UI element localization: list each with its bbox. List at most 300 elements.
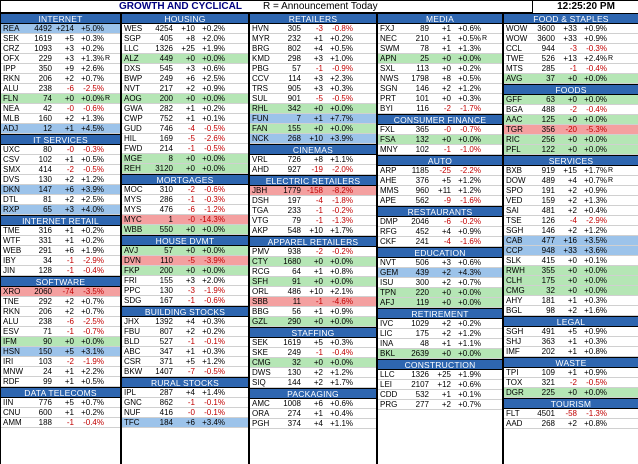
ticker-row[interactable] bbox=[378, 288, 502, 298]
ticker-row[interactable] bbox=[250, 399, 376, 409]
ticker-row[interactable] bbox=[250, 368, 376, 378]
ticker-row[interactable] bbox=[250, 307, 376, 317]
ticker-row[interactable] bbox=[1, 155, 120, 165]
ticker-percent: -2.5% bbox=[83, 317, 104, 326]
sector-header[interactable]: MEDIA bbox=[378, 13, 502, 24]
ticker-row[interactable] bbox=[122, 54, 248, 64]
sector-header[interactable]: EDUCATION bbox=[378, 247, 502, 258]
ticker-symbol: AOG bbox=[124, 94, 142, 103]
ticker-symbol: REH bbox=[124, 164, 141, 173]
ticker-price: 960 bbox=[415, 186, 429, 195]
sector-header[interactable]: MORTGAGES bbox=[122, 174, 248, 185]
sector-header[interactable]: CINEMAS bbox=[250, 144, 376, 155]
ticker-price: 4254 bbox=[155, 24, 173, 33]
ticker-row[interactable] bbox=[504, 74, 638, 84]
ticker-row[interactable] bbox=[1, 44, 120, 54]
ticker-row[interactable] bbox=[250, 267, 376, 277]
ticker-row[interactable] bbox=[250, 196, 376, 206]
ticker-percent: +0.1% bbox=[584, 256, 607, 265]
ticker-change: -19 bbox=[311, 165, 323, 174]
ticker-row[interactable] bbox=[1, 337, 120, 347]
ticker-row[interactable] bbox=[378, 227, 502, 237]
ticker-price: 249 bbox=[287, 348, 301, 357]
sector-header[interactable]: SERVICES bbox=[504, 155, 638, 166]
ticker-row[interactable] bbox=[122, 418, 248, 428]
ticker-row[interactable] bbox=[1, 54, 120, 64]
ticker-symbol: IIN bbox=[3, 398, 14, 407]
ticker-percent: +3.9% bbox=[330, 134, 353, 143]
sector-header[interactable]: HOUSING bbox=[122, 13, 248, 24]
ticker-row[interactable] bbox=[378, 24, 502, 34]
ticker-price: 101 bbox=[415, 94, 429, 103]
ticker-change: +0 bbox=[567, 135, 577, 144]
ticker-row[interactable] bbox=[504, 206, 638, 216]
ticker-row[interactable] bbox=[1, 236, 120, 246]
ticker-row[interactable] bbox=[1, 357, 120, 367]
sector-header[interactable]: BUILDING STOCKS bbox=[122, 306, 248, 317]
ticker-row[interactable] bbox=[504, 409, 638, 419]
ticker-row[interactable] bbox=[378, 298, 502, 308]
ticker-percent: +0.6% bbox=[330, 399, 353, 408]
ticker-row[interactable] bbox=[250, 54, 376, 64]
ticker-row[interactable] bbox=[378, 258, 502, 268]
ticker-change: +0 bbox=[441, 288, 451, 297]
sector-header[interactable]: INTERNET bbox=[1, 13, 120, 24]
ticker-symbol: FXL bbox=[380, 125, 395, 134]
sector-header[interactable]: PACKAGING bbox=[250, 388, 376, 399]
ticker-change: -6 bbox=[187, 205, 195, 214]
ticker-row[interactable] bbox=[250, 378, 376, 388]
ticker-row[interactable] bbox=[250, 186, 376, 196]
announcement-flag: R bbox=[482, 35, 488, 42]
ticker-row[interactable] bbox=[1, 408, 120, 418]
ticker-price: 291 bbox=[38, 246, 52, 255]
ticker-price: 526 bbox=[541, 54, 555, 63]
ticker-percent: +1.6% bbox=[584, 306, 607, 315]
sector-header[interactable]: CONSUMER FINANCE bbox=[378, 114, 502, 125]
ticker-row[interactable] bbox=[250, 247, 376, 257]
sector-staffing bbox=[250, 327, 376, 388]
ticker-row[interactable] bbox=[378, 64, 502, 74]
ticker-change: +1 bbox=[313, 307, 323, 316]
ticker-row[interactable] bbox=[122, 246, 248, 256]
ticker-row[interactable] bbox=[504, 276, 638, 286]
ticker-row[interactable] bbox=[1, 256, 120, 266]
ticker-row[interactable] bbox=[250, 206, 376, 216]
ticker-price: 477 bbox=[541, 236, 555, 245]
ticker-row[interactable] bbox=[378, 217, 502, 227]
ticker-row[interactable] bbox=[1, 124, 120, 134]
ticker-row[interactable] bbox=[250, 124, 376, 134]
sector-header[interactable]: RETAILERS bbox=[250, 13, 376, 24]
ticker-row[interactable] bbox=[122, 256, 248, 266]
ticker-percent: -0.7% bbox=[83, 327, 104, 336]
ticker-row[interactable] bbox=[1, 347, 120, 357]
ticker-percent: +0.2% bbox=[202, 327, 225, 336]
ticker-percent: +0.0% bbox=[330, 358, 353, 367]
sector-header[interactable]: LEGAL bbox=[504, 316, 638, 327]
ticker-row[interactable] bbox=[1, 398, 120, 408]
ticker-row[interactable] bbox=[1, 266, 120, 276]
ticker-row[interactable] bbox=[1, 64, 120, 74]
ticker-symbol: GWA bbox=[124, 104, 143, 113]
ticker-row[interactable] bbox=[378, 329, 502, 339]
ticker-row[interactable] bbox=[378, 278, 502, 288]
ticker-row[interactable] bbox=[122, 398, 248, 408]
ticker-row[interactable] bbox=[1, 34, 120, 44]
ticker-row[interactable] bbox=[1, 205, 120, 215]
ticker-percent: +7.7% bbox=[330, 114, 353, 123]
ticker-row[interactable] bbox=[122, 134, 248, 144]
ticker-row[interactable] bbox=[378, 104, 502, 114]
ticker-row[interactable] bbox=[378, 74, 502, 84]
ticker-row[interactable] bbox=[504, 34, 638, 44]
ticker-percent: +0.0% bbox=[202, 266, 225, 275]
ticker-price: 184 bbox=[159, 418, 173, 427]
ticker-row[interactable] bbox=[1, 226, 120, 236]
ticker-percent: +0.9% bbox=[584, 34, 607, 43]
sector-header[interactable]: INTERNET RETAIL bbox=[1, 215, 120, 226]
sector-header[interactable]: SOFTWARE bbox=[1, 276, 120, 287]
ticker-change: +2 bbox=[64, 297, 74, 306]
ticker-row[interactable] bbox=[378, 339, 502, 349]
ticker-symbol: IPL bbox=[124, 388, 137, 397]
ticker-percent: +0.9% bbox=[202, 84, 225, 93]
ticker-row[interactable] bbox=[504, 196, 638, 206]
sector-header[interactable]: WASTE bbox=[504, 357, 638, 368]
ticker-row[interactable] bbox=[122, 225, 248, 235]
ticker-price: 1008 bbox=[283, 399, 301, 408]
ticker-symbol: BGA bbox=[506, 105, 523, 114]
ticker-row[interactable] bbox=[378, 125, 502, 135]
ticker-change: +0 bbox=[185, 246, 195, 255]
ticker-row[interactable] bbox=[378, 54, 502, 64]
sector-header[interactable]: AUTO bbox=[378, 155, 502, 166]
ticker-row[interactable] bbox=[1, 367, 120, 377]
ticker-row[interactable] bbox=[504, 125, 638, 135]
sector-header[interactable]: ELECTRIC RETAILERS bbox=[250, 175, 376, 186]
ticker-row[interactable] bbox=[378, 166, 502, 176]
ticker-symbol: RWH bbox=[506, 266, 525, 275]
ticker-row[interactable] bbox=[122, 64, 248, 74]
ticker-row[interactable] bbox=[122, 195, 248, 205]
ticker-row[interactable] bbox=[250, 216, 376, 226]
ticker-row[interactable] bbox=[378, 237, 502, 247]
ticker-symbol: CLH bbox=[506, 276, 523, 285]
ticker-row[interactable] bbox=[122, 114, 248, 124]
sector-header[interactable]: APPAREL RETAILERS bbox=[250, 236, 376, 247]
ticker-row[interactable] bbox=[1, 74, 120, 84]
ticker-row[interactable] bbox=[504, 226, 638, 236]
ticker-change: +2 bbox=[441, 268, 451, 277]
ticker-row[interactable] bbox=[378, 34, 502, 44]
ticker-row[interactable] bbox=[378, 176, 502, 186]
ticker-symbol: NCK bbox=[252, 134, 269, 143]
ticker-row[interactable] bbox=[1, 165, 120, 175]
ticker-row[interactable] bbox=[378, 186, 502, 196]
ticker-row[interactable] bbox=[250, 409, 376, 419]
ticker-row[interactable] bbox=[504, 419, 638, 429]
ticker-change: +2 bbox=[64, 307, 74, 316]
ticker-row[interactable] bbox=[250, 226, 376, 236]
ticker-percent: -0.4% bbox=[83, 266, 104, 275]
ticker-row[interactable] bbox=[378, 370, 502, 380]
ticker-change: +6 bbox=[64, 185, 74, 194]
ticker-row[interactable] bbox=[378, 84, 502, 94]
ticker-row[interactable] bbox=[504, 166, 638, 176]
ticker-symbol: BLD bbox=[124, 337, 140, 346]
ticker-row[interactable] bbox=[504, 95, 638, 105]
ticker-row[interactable] bbox=[250, 24, 376, 34]
ticker-row[interactable] bbox=[122, 286, 248, 296]
sector-header[interactable]: FOODS bbox=[504, 84, 638, 95]
ticker-row[interactable] bbox=[378, 196, 502, 206]
ticker-row[interactable] bbox=[504, 337, 638, 347]
ticker-row[interactable] bbox=[250, 114, 376, 124]
ticker-row[interactable] bbox=[1, 307, 120, 317]
ticker-symbol: RHL bbox=[252, 104, 269, 113]
ticker-row[interactable] bbox=[122, 317, 248, 327]
ticker-row[interactable] bbox=[504, 64, 638, 74]
ticker-percent: +0.3% bbox=[584, 337, 607, 346]
ticker-row[interactable] bbox=[250, 257, 376, 267]
ticker-price: 175 bbox=[415, 329, 429, 338]
ticker-row[interactable] bbox=[122, 388, 248, 398]
ticker-row[interactable] bbox=[122, 104, 248, 114]
ticker-row[interactable] bbox=[122, 357, 248, 367]
ticker-price: 98 bbox=[546, 306, 555, 315]
ticker-percent: +0.0% bbox=[584, 135, 607, 144]
sector-waste bbox=[504, 357, 638, 398]
ticker-row[interactable] bbox=[1, 114, 120, 124]
ticker-row[interactable] bbox=[1, 418, 120, 428]
ticker-row[interactable] bbox=[504, 378, 638, 388]
ticker-change: +3 bbox=[441, 258, 451, 267]
ticker-row[interactable] bbox=[378, 319, 502, 329]
ticker-row[interactable] bbox=[250, 84, 376, 94]
ticker-row[interactable] bbox=[504, 286, 638, 296]
ticker-symbol: TNE bbox=[3, 297, 19, 306]
ticker-row[interactable] bbox=[1, 327, 120, 337]
ticker-symbol: IFM bbox=[3, 337, 17, 346]
ticker-change: +1 bbox=[441, 339, 451, 348]
ticker-change: -0 bbox=[66, 104, 74, 113]
ticker-row[interactable] bbox=[122, 164, 248, 174]
ticker-row[interactable] bbox=[378, 400, 502, 410]
ticker-row[interactable] bbox=[122, 144, 248, 154]
ticker-row[interactable] bbox=[504, 306, 638, 316]
ticker-row[interactable] bbox=[250, 34, 376, 44]
ticker-row[interactable] bbox=[250, 287, 376, 297]
ticker-row[interactable] bbox=[504, 145, 638, 155]
ticker-symbol: CAB bbox=[506, 236, 523, 245]
ticker-row[interactable] bbox=[122, 74, 248, 84]
ticker-row[interactable] bbox=[504, 115, 638, 125]
sector-header[interactable]: RESTAURANTS bbox=[378, 206, 502, 217]
ticker-row[interactable] bbox=[378, 380, 502, 390]
ticker-row[interactable] bbox=[1, 317, 120, 327]
ticker-row[interactable] bbox=[1, 185, 120, 195]
ticker-row[interactable] bbox=[122, 34, 248, 44]
ticker-row[interactable] bbox=[504, 105, 638, 115]
ticker-row[interactable] bbox=[250, 155, 376, 165]
ticker-row[interactable] bbox=[504, 388, 638, 398]
ticker-row[interactable] bbox=[504, 216, 638, 226]
ticker-row[interactable] bbox=[1, 297, 120, 307]
ticker-row[interactable] bbox=[1, 287, 120, 297]
ticker-price: 310 bbox=[159, 185, 173, 194]
ticker-row[interactable] bbox=[504, 347, 638, 357]
ticker-row[interactable] bbox=[122, 124, 248, 134]
ticker-percent: +0.2% bbox=[81, 226, 104, 235]
ticker-row[interactable] bbox=[504, 327, 638, 337]
ticker-symbol: CCP bbox=[506, 246, 523, 255]
ticker-row[interactable] bbox=[504, 44, 638, 54]
ticker-row[interactable] bbox=[378, 44, 502, 54]
ticker-row[interactable] bbox=[250, 104, 376, 114]
ticker-row[interactable] bbox=[1, 195, 120, 205]
ticker-row[interactable] bbox=[122, 84, 248, 94]
ticker-percent: -0.2% bbox=[332, 247, 353, 256]
ticker-price: 146 bbox=[415, 84, 429, 93]
ticker-row[interactable] bbox=[122, 347, 248, 357]
ticker-percent: +0.3% bbox=[202, 347, 225, 356]
ticker-row[interactable] bbox=[122, 408, 248, 418]
ticker-row[interactable] bbox=[122, 276, 248, 286]
ticker-row[interactable] bbox=[250, 44, 376, 54]
ticker-row[interactable] bbox=[250, 64, 376, 74]
ticker-symbol: RKN bbox=[3, 74, 20, 83]
ticker-row[interactable] bbox=[1, 24, 120, 34]
ticker-symbol: PMV bbox=[252, 247, 270, 256]
ticker-percent: +0.0% bbox=[584, 74, 607, 83]
ticker-row[interactable] bbox=[250, 94, 376, 104]
ticker-row[interactable] bbox=[1, 246, 120, 256]
ticker-row[interactable] bbox=[1, 175, 120, 185]
ticker-row[interactable] bbox=[250, 317, 376, 327]
ticker-change: +1 bbox=[313, 267, 323, 276]
ticker-symbol: TGA bbox=[252, 206, 269, 215]
ticker-price: 89 bbox=[420, 24, 429, 33]
ticker-row[interactable] bbox=[504, 368, 638, 378]
ticker-row[interactable] bbox=[504, 246, 638, 256]
ticker-row[interactable] bbox=[504, 296, 638, 306]
ticker-change: +0 bbox=[441, 64, 451, 73]
ticker-row[interactable] bbox=[250, 348, 376, 358]
ticker-row[interactable] bbox=[1, 84, 120, 94]
ticker-symbol: FLT bbox=[506, 409, 520, 418]
ticker-change: -1 bbox=[187, 144, 195, 153]
ticker-price: 416 bbox=[159, 408, 173, 417]
ticker-row[interactable] bbox=[250, 165, 376, 175]
ticker-row[interactable] bbox=[1, 104, 120, 114]
ticker-row[interactable] bbox=[504, 24, 638, 34]
ticker-row[interactable] bbox=[122, 205, 248, 215]
ticker-row[interactable] bbox=[122, 185, 248, 195]
sector-media bbox=[378, 13, 502, 114]
ticker-row[interactable] bbox=[1, 377, 120, 387]
ticker-row[interactable] bbox=[122, 24, 248, 34]
ticker-row[interactable] bbox=[250, 134, 376, 144]
ticker-change: +0 bbox=[567, 256, 577, 265]
sector-header[interactable]: RURAL STOCKS bbox=[122, 377, 248, 388]
ticker-row[interactable] bbox=[122, 266, 248, 276]
ticker-price: 217 bbox=[159, 84, 173, 93]
ticker-row[interactable] bbox=[504, 135, 638, 145]
ticker-row[interactable] bbox=[250, 338, 376, 348]
ticker-row[interactable] bbox=[378, 268, 502, 278]
ticker-row[interactable] bbox=[122, 367, 248, 377]
ticker-row[interactable] bbox=[378, 145, 502, 155]
ticker-row[interactable] bbox=[378, 349, 502, 359]
ticker-row[interactable] bbox=[504, 266, 638, 276]
ticker-row[interactable] bbox=[122, 215, 248, 225]
ticker-row[interactable] bbox=[1, 94, 120, 104]
ticker-row[interactable] bbox=[250, 74, 376, 84]
ticker-row[interactable] bbox=[1, 145, 120, 155]
ticker-row[interactable] bbox=[122, 154, 248, 164]
sector-header[interactable]: RETIREMENT bbox=[378, 308, 502, 319]
ticker-symbol: SDG bbox=[124, 296, 142, 305]
ticker-price: 2060 bbox=[34, 287, 52, 296]
ticker-row[interactable] bbox=[504, 236, 638, 246]
sector-header[interactable]: STAFFING bbox=[250, 327, 376, 338]
ticker-price: 167 bbox=[159, 296, 173, 305]
ticker-percent: +0.9% bbox=[330, 307, 353, 316]
ticker-row[interactable] bbox=[378, 390, 502, 400]
ticker-row[interactable] bbox=[504, 256, 638, 266]
ticker-row[interactable] bbox=[122, 44, 248, 54]
ticker-symbol: BBG bbox=[252, 307, 269, 316]
ticker-percent: +0.5% bbox=[330, 44, 353, 53]
ticker-row[interactable] bbox=[250, 297, 376, 307]
ticker-row[interactable] bbox=[250, 277, 376, 287]
sector-header[interactable]: IT SERVICES bbox=[1, 134, 120, 145]
ticker-price: 1392 bbox=[155, 317, 173, 326]
ticker-row[interactable] bbox=[122, 296, 248, 306]
sector-restaurants bbox=[378, 206, 502, 247]
ticker-row[interactable] bbox=[504, 176, 638, 186]
ticker-change: -4 bbox=[569, 216, 577, 225]
announcement-flag: R bbox=[608, 55, 614, 62]
ticker-row[interactable] bbox=[122, 327, 248, 337]
ticker-price: 415 bbox=[541, 256, 555, 265]
ticker-row[interactable] bbox=[504, 54, 638, 64]
ticker-row[interactable] bbox=[378, 94, 502, 104]
ticker-change: +1 bbox=[441, 24, 451, 33]
ticker-price: 282 bbox=[159, 104, 173, 113]
ticker-row[interactable] bbox=[122, 337, 248, 347]
ticker-change: -7 bbox=[187, 367, 195, 376]
ticker-row[interactable] bbox=[250, 419, 376, 429]
ticker-change: -4 bbox=[315, 196, 323, 205]
sector-header[interactable]: DATA TELECOMS bbox=[1, 387, 120, 398]
ticker-change: +4 bbox=[313, 44, 323, 53]
ticker-row[interactable] bbox=[250, 358, 376, 368]
sector-header[interactable]: HOUSE DVMT bbox=[122, 235, 248, 246]
ticker-percent: -2.5% bbox=[83, 84, 104, 93]
sector-header[interactable]: FOOD & STAPLES bbox=[504, 13, 638, 24]
ticker-row[interactable] bbox=[122, 94, 248, 104]
ticker-row[interactable] bbox=[504, 186, 638, 196]
sector-header[interactable]: TOURISM bbox=[504, 398, 638, 409]
ticker-change: +2 bbox=[441, 278, 451, 287]
ticker-percent: -0.1% bbox=[204, 398, 225, 407]
ticker-row[interactable] bbox=[378, 135, 502, 145]
ticker-change: +4 bbox=[185, 317, 195, 326]
ticker-percent: -0.4% bbox=[332, 348, 353, 357]
sector-header[interactable]: CONSTRUCTION bbox=[378, 359, 502, 370]
